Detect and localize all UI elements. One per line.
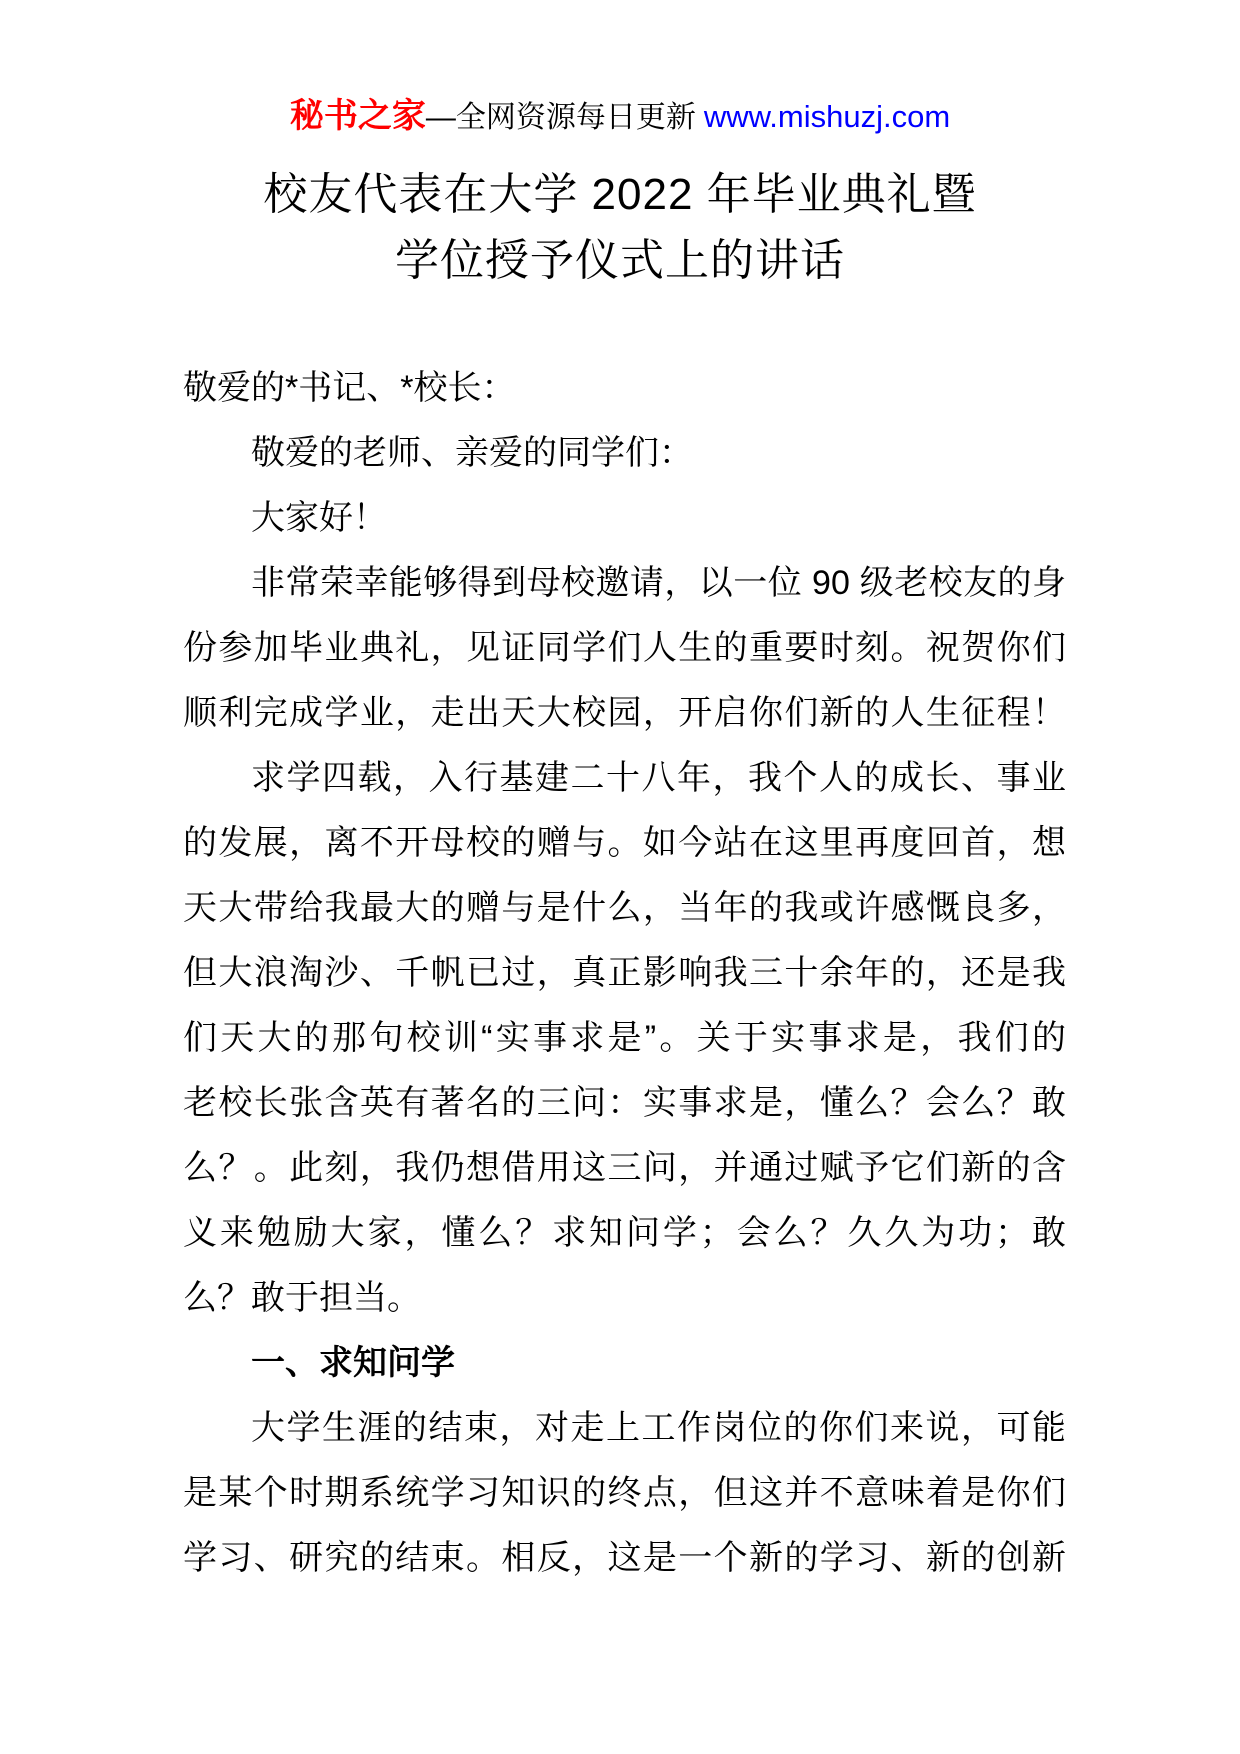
body-line: 老校长张含英有著名的三问：实事求是，懂么？会么？敢 — [183, 1084, 1066, 1122]
body-line: 是某个时期系统学习知识的终点，但这并不意味着是你们 — [183, 1474, 1066, 1512]
body-line: 义来勉励大家，懂么？求知问学；会么？久久为功；敢 — [183, 1214, 1066, 1252]
body-line: 敬爱的*书记、*校长： — [183, 369, 516, 407]
site-url-link[interactable]: www.mishuzj.com — [703, 99, 951, 134]
tagline-text: —全网资源每日更新 — [425, 101, 696, 134]
body-line: 顺利完成学业，走出天大校园，开启你们新的人生征程！ — [183, 694, 1066, 732]
body-line: 求学四载，入行基建二十八年，我个人的成长、事业 — [251, 759, 1066, 797]
body-line: 们天大的那句校训“实事求是”。关于实事求是，我们的 — [183, 1019, 1066, 1057]
body-line: 大家好！ — [251, 499, 387, 537]
body-line: 学习、研究的结束。相反，这是一个新的学习、新的创新 — [183, 1539, 1066, 1577]
brand-text: 秘书之家 — [289, 97, 426, 135]
body-line: 份参加毕业典礼，见证同学们人生的重要时刻。祝贺你们 — [183, 629, 1066, 667]
title-line-2: 学位授予仪式上的讲话 — [395, 236, 845, 285]
doc-title — [0, 162, 1240, 294]
section-heading: 一、求知问学 — [251, 1344, 455, 1382]
body-line: 天大带给我最大的赠与是什么，当年的我或许感慨良多， — [183, 889, 1066, 927]
body-line: 么？敢于担当。 — [183, 1279, 421, 1317]
header-line — [0, 96, 1240, 138]
body-line: 但大浪淘沙、千帆已过，真正影响我三十余年的，还是我 — [183, 954, 1066, 992]
body-line: 大学生涯的结束，对走上工作岗位的你们来说，可能 — [251, 1409, 1066, 1447]
title-line-1: 校友代表在大学 2022 年毕业典礼暨 — [263, 170, 977, 219]
body-line: 非常荣幸能够得到母校邀请，以一位 90 级老校友的身 — [251, 564, 1066, 602]
body-line: 敬爱的老师、亲爱的同学们： — [251, 434, 693, 472]
body-line: 的发展，离不开母校的赠与。如今站在这里再度回首，想 — [183, 824, 1066, 862]
body-line: 么？。此刻，我仍想借用这三问，并通过赋予它们新的含 — [183, 1149, 1066, 1187]
doc-body — [0, 356, 1240, 1591]
